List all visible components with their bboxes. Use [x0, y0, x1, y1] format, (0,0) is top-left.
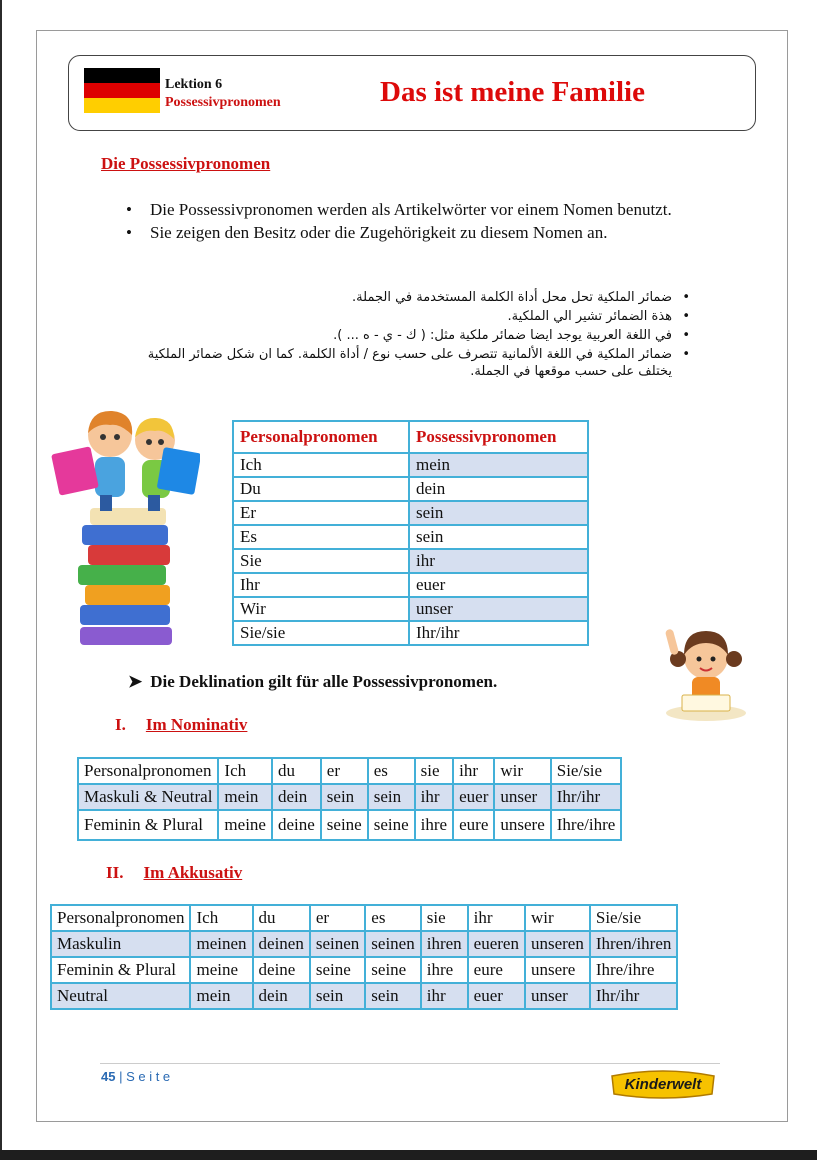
table-cell: sein [409, 501, 588, 525]
akkusativ-heading [106, 863, 242, 883]
table-cell: du [272, 758, 321, 784]
german-bullet-list [126, 199, 686, 245]
bottom-bar [0, 1150, 817, 1160]
declination-note [128, 672, 497, 692]
table-cell: seine [310, 957, 365, 983]
section-title: Im Nominativ [145, 715, 248, 734]
table-cell: sein [365, 983, 420, 1009]
section-numeral: II. [106, 863, 124, 882]
table-cell: Du [233, 477, 409, 501]
table-cell: Es [233, 525, 409, 549]
table-row [78, 784, 621, 810]
table-cell: Ihren/ihren [590, 931, 678, 957]
table-cell: unseren [525, 931, 590, 957]
table-header: Possessivpronomen [409, 421, 588, 453]
lesson-topic: Possessivpronomen [165, 95, 281, 110]
table-cell: es [368, 758, 415, 784]
table-row [233, 525, 588, 549]
table-cell: ihr [409, 549, 588, 573]
german-bullet: • Sie zeigen den Besitz oder die Zugehörigkeit zu diesem Nomen an. [126, 222, 686, 243]
table-row [78, 758, 621, 784]
table-cell: eure [453, 810, 494, 840]
table-cell: seine [368, 810, 415, 840]
table-cell: Ihr [233, 573, 409, 597]
table-cell: Sie/sie [233, 621, 409, 645]
pronoun-table [232, 420, 589, 646]
table-cell: unser [525, 983, 590, 1009]
table-cell: Feminin & Plural [78, 810, 218, 840]
table-cell: Personalpronomen [51, 905, 190, 931]
german-bullet: • Die Possessivpronomen werden als Artikelwörter vor einem Nomen benutzt. [126, 199, 686, 220]
table-row [51, 957, 677, 983]
page-number-value: 45 [101, 1069, 116, 1084]
arrow-bullet-icon: ➤ [128, 672, 143, 691]
table-cell: Ihr/ihr [409, 621, 588, 645]
akkusativ-table [50, 904, 678, 1010]
table-cell: ihre [421, 957, 468, 983]
table-cell: seine [321, 810, 368, 840]
logo-text: Kinderwelt [624, 1076, 702, 1093]
table-row [233, 573, 588, 597]
table-cell: mein [190, 983, 252, 1009]
table-row [233, 621, 588, 645]
table-row [51, 931, 677, 957]
page-label: S e i t e [126, 1069, 171, 1084]
arabic-bullet: • في اللغة العربية يوجد ايضا ضمائر ملكية مثل: ( ك - ي - ه ... ). [120, 327, 690, 344]
table-cell: ihr [468, 905, 525, 931]
table-cell: sie [421, 905, 468, 931]
table-cell: meine [218, 810, 272, 840]
nominativ-table [77, 757, 622, 841]
table-cell: ihr [421, 983, 468, 1009]
table-cell: Feminin & Plural [51, 957, 190, 983]
table-cell: meinen [190, 931, 252, 957]
lesson-number: Lektion 6 [165, 77, 223, 92]
table-cell: deinen [253, 931, 310, 957]
table-cell: Wir [233, 597, 409, 621]
table-cell: Sie/sie [551, 758, 622, 784]
section-title: Im Akkusativ [143, 863, 243, 882]
table-cell: euer [409, 573, 588, 597]
table-cell: Ihre/ihre [551, 810, 622, 840]
table-cell: Ihr/ihr [551, 784, 622, 810]
table-row [233, 597, 588, 621]
arabic-bullet-list [120, 289, 690, 382]
table-cell: dein [409, 477, 588, 501]
table-cell: meine [190, 957, 252, 983]
table-cell: Neutral [51, 983, 190, 1009]
table-cell: Sie [233, 549, 409, 573]
kinderwelt-logo [608, 1068, 718, 1100]
table-row [233, 549, 588, 573]
table-row [51, 983, 677, 1009]
table-cell: er [321, 758, 368, 784]
table-cell: sein [409, 525, 588, 549]
table-row [233, 501, 588, 525]
german-flag-icon [84, 68, 160, 113]
table-cell: Ich [190, 905, 252, 931]
table-cell: dein [272, 784, 321, 810]
section-numeral: I. [115, 715, 126, 734]
table-cell: du [253, 905, 310, 931]
table-cell: ihr [453, 758, 494, 784]
table-cell: Ich [218, 758, 272, 784]
table-cell: unsere [494, 810, 550, 840]
girl-reading-illustration [660, 615, 752, 725]
table-cell: seinen [310, 931, 365, 957]
table-row [78, 810, 621, 840]
table-cell: eueren [468, 931, 525, 957]
table-cell: wir [494, 758, 550, 784]
table-cell: Maskulin [51, 931, 190, 957]
arabic-bullet: • ضمائر الملكية في اللغة الألمانية تتصرف على حسب نوع / أداة الكلمة. كما ان شكل ضمائر الملكية يختلف على حسب موقعها في الجملة. [120, 346, 690, 380]
table-cell: sie [415, 758, 453, 784]
table-cell: ihren [421, 931, 468, 957]
table-cell: Personalpronomen [78, 758, 218, 784]
table-cell: Ihre/ihre [590, 957, 678, 983]
table-cell: ihre [415, 810, 453, 840]
table-cell: wir [525, 905, 590, 931]
table-row [51, 905, 677, 931]
nominativ-heading [115, 715, 247, 735]
table-cell: Er [233, 501, 409, 525]
table-cell: Ihr/ihr [590, 983, 678, 1009]
page-title: Das ist meine Familie [380, 76, 645, 108]
arabic-bullet: • ضمائر الملكية تحل محل أداة الكلمة المستخدمة في الجملة. [120, 289, 690, 306]
table-cell: mein [409, 453, 588, 477]
table-cell: euer [453, 784, 494, 810]
table-cell: mein [218, 784, 272, 810]
table-cell: deine [253, 957, 310, 983]
table-cell: ihr [415, 784, 453, 810]
table-cell: sein [368, 784, 415, 810]
table-cell: es [365, 905, 420, 931]
table-cell: seine [365, 957, 420, 983]
table-cell: euer [468, 983, 525, 1009]
table-header: Personalpronomen [233, 421, 409, 453]
table-row [233, 477, 588, 501]
table-cell: Sie/sie [590, 905, 678, 931]
section-heading: Die Possessivpronomen [101, 154, 271, 173]
table-row [233, 453, 588, 477]
table-cell: deine [272, 810, 321, 840]
table-cell: unser [494, 784, 550, 810]
table-cell: dein [253, 983, 310, 1009]
kids-reading-illustration [50, 405, 200, 650]
table-cell: er [310, 905, 365, 931]
arabic-bullet: • هذة الضمائر تشير الي الملكية. [120, 308, 690, 325]
footer-divider [100, 1063, 720, 1064]
table-cell: sein [310, 983, 365, 1009]
table-cell: Maskuli & Neutral [78, 784, 218, 810]
table-cell: unser [409, 597, 588, 621]
table-cell: unsere [525, 957, 590, 983]
table-cell: eure [468, 957, 525, 983]
table-cell: seinen [365, 931, 420, 957]
page-number: 45 | S e i t e [101, 1069, 171, 1084]
table-cell: sein [321, 784, 368, 810]
table-cell: Ich [233, 453, 409, 477]
declination-note-text: Die Deklination gilt für alle Possessivpronomen. [150, 672, 498, 691]
